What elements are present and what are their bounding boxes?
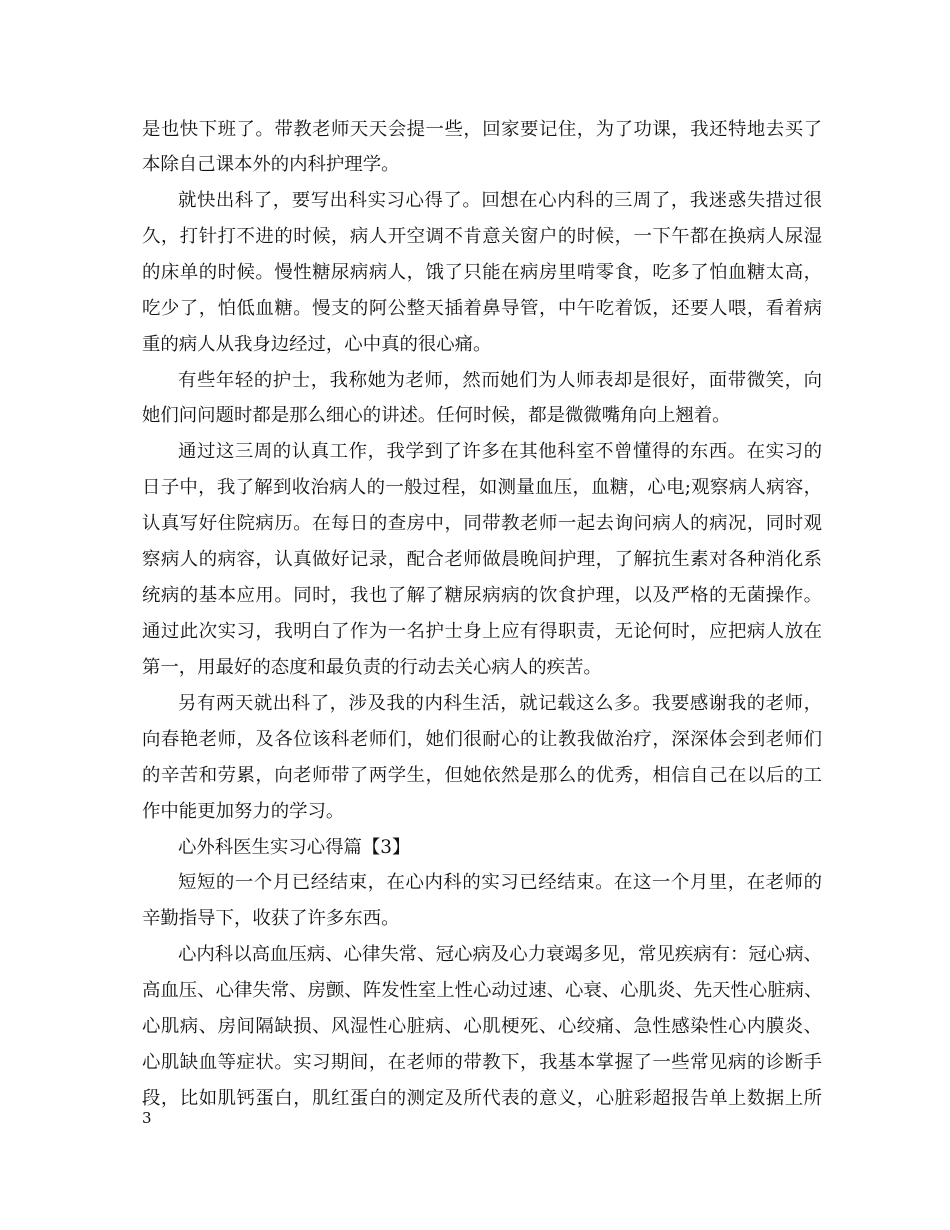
text-line: 通过此次实习，我明白了作为一名护士身上应有得职责，无论何时，应把病人放在: [142, 621, 822, 642]
text-line: 高血压、心律失常、房颤、阵发性室上性心动过速、心衰、心肌炎、先天性心脏病、: [142, 980, 822, 1001]
text-line: 重的病人从我身边经过，心中真的很心痛。: [142, 334, 492, 355]
text-line: 的辛苦和劳累，向老师带了两学生，但她依然是那么的优秀，相信自己在以后的工: [142, 765, 822, 786]
text-line: 认真写好住院病历。在每日的查房中，同带教老师一起去询问病人的病况，同时观: [142, 513, 822, 534]
paragraph-first-line: 通过这三周的认真工作，我学到了许多在其他科室不曾懂得的东西。在实习的: [178, 441, 822, 462]
text-line: 心肌缺血等症状。实习期间，在老师的带教下，我基本掌握了一些常见病的诊断手: [142, 1052, 822, 1073]
paragraph-first-line: 另有两天就出科了，涉及我的内科生活，就记载这么多。我要感谢我的老师，: [178, 693, 822, 714]
text-line: 的床单的时候。慢性糖尿病病人，饿了只能在病房里啃零食，吃多了怕血糖太高，: [142, 262, 822, 283]
text-line: 辛勤指导下，收获了许多东西。: [142, 908, 400, 929]
text-line: 她们问问题时都是那么细心的讲述。任何时候，都是微微嘴角向上翘着。: [142, 405, 731, 426]
text-line: 久，打针打不进的时候，病人开空调不肯意关窗户的时候，一下午都在换病人尿湿: [142, 226, 822, 247]
text-line: 段，比如肌钙蛋白，肌红蛋白的测定及所代表的意义，心脏彩超报告单上数据上所: [142, 1088, 822, 1109]
text-line: 本除自己课本外的内科护理学。: [142, 154, 400, 175]
text-line: 日子中，我了解到收治病人的一般过程，如测量血压，血糖，心电;观察病人病容，: [142, 477, 822, 498]
text-line: 第一，用最好的态度和最负责的行动去关心病人的疾苦。: [142, 657, 602, 678]
paragraph-first-line: 有些年轻的护士，我称她为老师，然而她们为人师表却是很好，面带微笑，向: [178, 370, 822, 391]
text-line: 察病人的病容，认真做好记录，配合老师做晨晚间护理，了解抗生素对各种消化系: [142, 549, 822, 570]
text-line: 作中能更加努力的学习。: [142, 801, 345, 822]
text-line: 向春艳老师，及各位该科老师们，她们很耐心的让教我做治疗，深深体会到老师们: [142, 729, 822, 750]
paragraph-first-line: 短短的一个月已经结束，在心内科的实习已经结束。在这一个月里，在老师的: [178, 872, 822, 893]
section-heading: 心外科医生实习心得篇【3】: [178, 837, 411, 858]
text-line: 心肌病、房间隔缺损、风湿性心脏病、心肌梗死、心绞痛、急性感染性心内膜炎、: [142, 1016, 822, 1037]
paragraph-first-line: 心内科以高血压病、心律失常、冠心病及心力衰竭多见，常见疾病有：冠心病、: [178, 944, 822, 965]
text-line: 吃少了，怕低血糖。慢支的阿公整天插着鼻导管，中午吃着饭，还要人喂，看着病: [142, 298, 822, 319]
page-number: 3: [142, 1109, 152, 1127]
paragraph-first-line: 就快出科了，要写出科实习心得了。回想在心内科的三周了，我迷惑失措过很: [178, 190, 822, 211]
text-line: 是也快下班了。带教老师天天会提一些，回家要记住，为了功课，我还特地去买了: [142, 119, 822, 140]
text-line: 统病的基本应用。同时，我也了解了糖尿病病的饮食护理，以及严格的无菌操作。: [142, 585, 822, 606]
